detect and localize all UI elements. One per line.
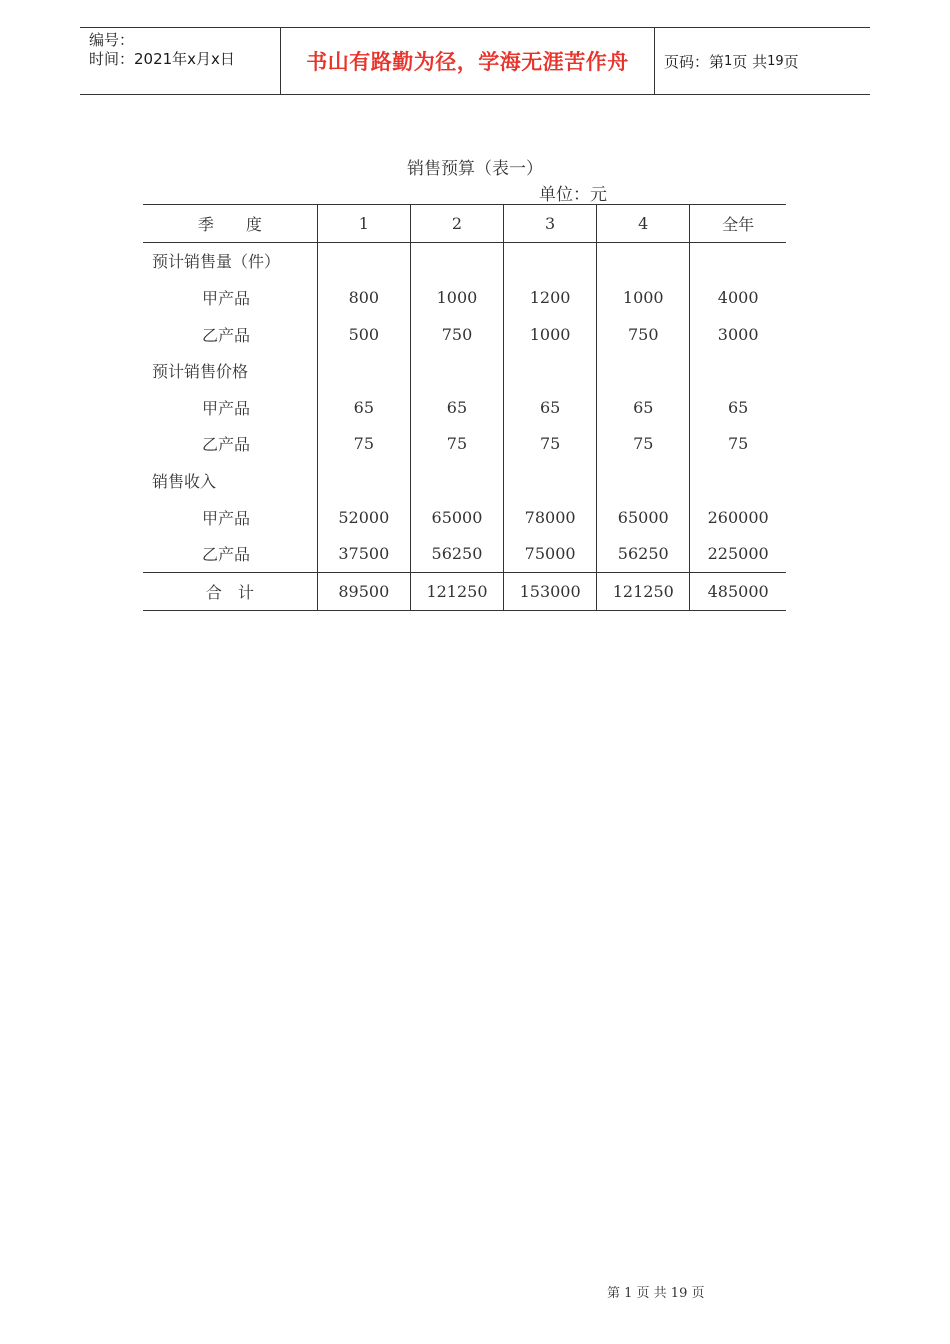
cell: 65000 bbox=[410, 499, 503, 536]
cell: 89500 bbox=[317, 572, 410, 610]
document-title: 销售预算（表一） bbox=[407, 159, 543, 179]
table-row bbox=[143, 499, 786, 536]
cell: 121250 bbox=[597, 572, 690, 610]
page-mid: 页 共 bbox=[732, 52, 768, 71]
page-footer: 第 1 页 共 19 页 bbox=[607, 1286, 705, 1301]
cell: 800 bbox=[317, 279, 410, 316]
row-label: 甲产品 bbox=[202, 288, 251, 308]
table-row bbox=[143, 279, 786, 316]
cell: 500 bbox=[317, 316, 410, 353]
column-header: 全年 bbox=[690, 205, 786, 243]
header-meta bbox=[80, 28, 281, 94]
section-row bbox=[143, 352, 786, 389]
row-label: 甲产品 bbox=[202, 398, 251, 418]
column-header: 1 bbox=[317, 205, 410, 243]
section-row bbox=[143, 242, 786, 279]
header-motto: 书山有路勤为径，学海无涯苦作舟 bbox=[281, 28, 655, 94]
serial-label: 编号： bbox=[89, 31, 135, 49]
cell: 65000 bbox=[597, 499, 690, 536]
column-header: 3 bbox=[504, 205, 597, 243]
section-label: 预计销售量（件） bbox=[152, 252, 281, 272]
section-label: 预计销售价格 bbox=[152, 362, 249, 382]
cell: 75 bbox=[317, 426, 410, 463]
cell: 1000 bbox=[410, 279, 503, 316]
header-page-info bbox=[655, 28, 870, 94]
cell: 750 bbox=[410, 316, 503, 353]
cell: 78000 bbox=[504, 499, 597, 536]
page-header bbox=[80, 27, 870, 95]
column-header: 2 bbox=[410, 205, 503, 243]
cell: 750 bbox=[597, 316, 690, 353]
page-prefix: 页码：第 bbox=[664, 52, 725, 71]
table-row bbox=[143, 316, 786, 353]
cell: 75000 bbox=[504, 535, 597, 572]
row-label: 乙产品 bbox=[202, 435, 251, 455]
row-label: 乙产品 bbox=[202, 325, 251, 345]
cell: 56250 bbox=[597, 535, 690, 572]
column-header: 季 度 bbox=[197, 214, 262, 234]
cell: 485000 bbox=[690, 572, 786, 610]
sales-budget-table bbox=[143, 204, 786, 611]
cell: 153000 bbox=[504, 572, 597, 610]
cell: 1000 bbox=[504, 316, 597, 353]
cell: 52000 bbox=[317, 499, 410, 536]
cell: 75 bbox=[504, 426, 597, 463]
table-row bbox=[143, 389, 786, 426]
unit-label: 单位：元 bbox=[539, 185, 607, 205]
cell: 65 bbox=[317, 389, 410, 426]
section-row bbox=[143, 462, 786, 499]
total-label: 合 计 bbox=[205, 582, 254, 602]
page-total: 19 bbox=[767, 53, 784, 69]
cell: 1000 bbox=[597, 279, 690, 316]
row-label: 乙产品 bbox=[202, 545, 251, 565]
cell: 56250 bbox=[410, 535, 503, 572]
cell: 75 bbox=[410, 426, 503, 463]
cell: 225000 bbox=[690, 535, 786, 572]
cell: 75 bbox=[597, 426, 690, 463]
cell: 65 bbox=[504, 389, 597, 426]
column-header: 4 bbox=[597, 205, 690, 243]
table-row bbox=[143, 426, 786, 463]
cell: 3000 bbox=[690, 316, 786, 353]
total-row bbox=[143, 572, 786, 610]
cell: 121250 bbox=[410, 572, 503, 610]
date-label: 时间：2021年x月x日 bbox=[89, 50, 235, 68]
section-label: 销售收入 bbox=[152, 471, 217, 491]
cell: 65 bbox=[690, 389, 786, 426]
table-row bbox=[143, 535, 786, 572]
cell: 4000 bbox=[690, 279, 786, 316]
cell: 260000 bbox=[690, 499, 786, 536]
row-label: 甲产品 bbox=[202, 508, 251, 528]
page-suffix: 页 bbox=[783, 52, 799, 71]
cell: 1200 bbox=[504, 279, 597, 316]
page-current: 1 bbox=[724, 53, 733, 69]
cell: 37500 bbox=[317, 535, 410, 572]
cell: 65 bbox=[597, 389, 690, 426]
cell: 75 bbox=[690, 426, 786, 463]
table-header-row bbox=[143, 205, 786, 243]
cell: 65 bbox=[410, 389, 503, 426]
